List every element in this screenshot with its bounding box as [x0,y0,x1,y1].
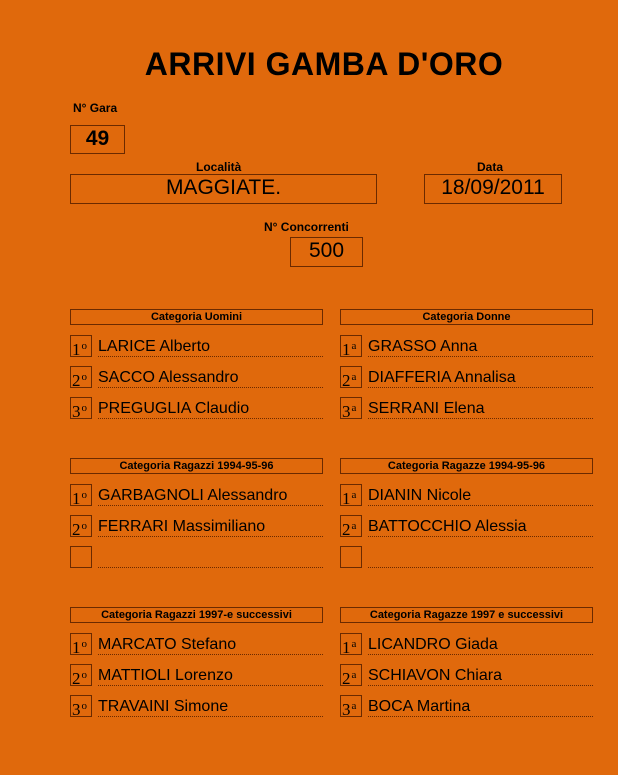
category-header-right: Categoria Ragazze 1997 e successivi [340,607,593,623]
position-box[interactable] [70,335,92,357]
position-ordinal-suffix: a [351,489,357,501]
athlete-name-field[interactable]: LARICE Alberto [98,335,323,357]
position-box[interactable] [70,397,92,419]
position-number: 2 [72,669,81,688]
athlete-name-field[interactable] [368,546,593,568]
position-ordinal-suffix: o [81,371,87,383]
athlete-name-field[interactable]: GRASSO Anna [368,335,593,357]
position-box[interactable] [70,546,92,568]
position-number: 3 [342,700,351,719]
position-box[interactable] [70,695,92,717]
athlete-name-field[interactable]: MATTIOLI Lorenzo [98,664,323,686]
position-box[interactable] [340,664,362,686]
position-number: 1 [342,638,351,657]
category-header-left: Categoria Ragazzi 1994-95-96 [70,458,323,474]
position-ordinal-suffix: a [351,371,357,383]
position-box[interactable] [70,633,92,655]
localita-label: Località [196,160,242,174]
athlete-name-field[interactable]: DIAFFERIA Annalisa [368,366,593,388]
position-box[interactable] [70,664,92,686]
position-box[interactable] [340,397,362,419]
position-number: 2 [342,669,351,688]
data-label: Data [477,160,504,174]
position-ordinal-suffix: o [81,638,87,650]
athlete-name-field[interactable] [98,546,323,568]
position-number: 3 [342,402,351,421]
position-ordinal-suffix: o [81,340,87,352]
position-ordinal-suffix: a [351,520,357,532]
concorrenti-field[interactable]: 500 [290,237,363,267]
position-box[interactable] [340,484,362,506]
category-header-left: Categoria Ragazzi 1997-e successivi [70,607,323,623]
localita-field[interactable]: MAGGIATE. [70,174,377,204]
position-number: 2 [342,520,351,539]
position-ordinal-suffix: a [351,402,357,414]
position-number: 1 [72,340,81,359]
athlete-name-field[interactable]: LICANDRO Giada [368,633,593,655]
category-header-right: Categoria Donne [340,309,593,325]
position-number: 1 [72,489,81,508]
category-header-left: Categoria Uomini [70,309,323,325]
position-box[interactable] [340,546,362,568]
athlete-name-field[interactable]: MARCATO Stefano [98,633,323,655]
position-box[interactable] [70,515,92,537]
position-number: 1 [342,489,351,508]
athlete-name-field[interactable]: SACCO Alessandro [98,366,323,388]
athlete-name-field[interactable]: SCHIAVON Chiara [368,664,593,686]
concorrenti-label: N° Concorrenti [264,220,349,234]
position-box[interactable] [340,695,362,717]
athlete-name-field[interactable]: PREGUGLIA Claudio [98,397,323,419]
position-ordinal-suffix: o [81,669,87,681]
athlete-name-field[interactable]: DIANIN Nicole [368,484,593,506]
position-number: 2 [72,520,81,539]
position-number: 1 [342,340,351,359]
position-number: 3 [72,700,81,719]
page-title: ARRIVI GAMBA D'ORO [144,46,504,82]
position-number: 2 [72,371,81,390]
position-box[interactable] [70,484,92,506]
gara-label: N° Gara [73,101,118,115]
position-ordinal-suffix: o [81,489,87,501]
position-number: 1 [72,638,81,657]
position-number: 2 [342,371,351,390]
position-box[interactable] [70,366,92,388]
position-box[interactable] [340,633,362,655]
position-ordinal-suffix: o [81,520,87,532]
athlete-name-field[interactable]: GARBAGNOLI Alessandro [98,484,323,506]
position-number: 3 [72,402,81,421]
gara-number-field[interactable]: 49 [70,125,125,154]
category-header-right: Categoria Ragazze 1994-95-96 [340,458,593,474]
athlete-name-field[interactable]: TRAVAINI Simone [98,695,323,717]
athlete-name-field[interactable]: BOCA Martina [368,695,593,717]
position-ordinal-suffix: a [351,669,357,681]
athlete-name-field[interactable]: FERRARI Massimiliano [98,515,323,537]
athlete-name-field[interactable]: BATTOCCHIO Alessia [368,515,593,537]
position-ordinal-suffix: a [351,638,357,650]
position-ordinal-suffix: a [351,700,357,712]
athlete-name-field[interactable]: SERRANI Elena [368,397,593,419]
position-ordinal-suffix: a [351,340,357,352]
position-box[interactable] [340,515,362,537]
date-field[interactable]: 18/09/2011 [424,174,562,204]
position-box[interactable] [340,366,362,388]
position-ordinal-suffix: o [81,700,87,712]
position-ordinal-suffix: o [81,402,87,414]
position-box[interactable] [340,335,362,357]
